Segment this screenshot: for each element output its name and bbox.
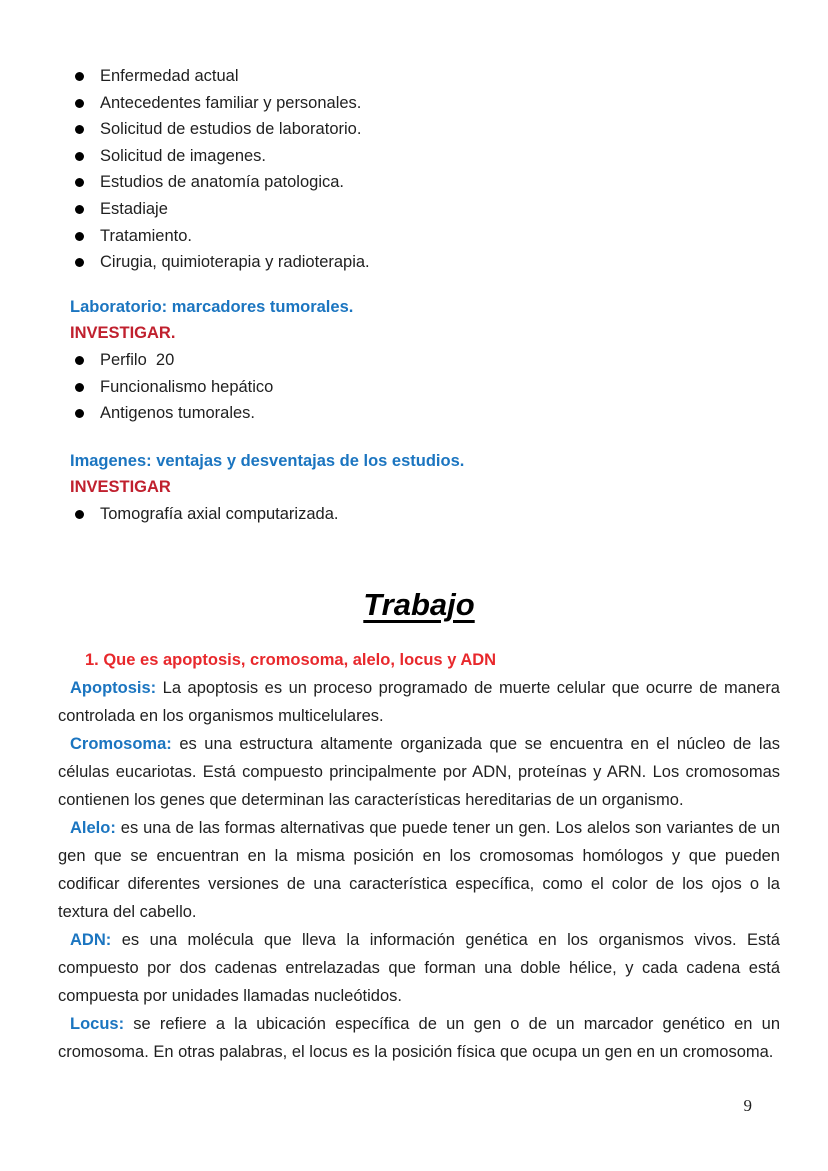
definition-term: Apoptosis: <box>70 678 157 697</box>
list-item-label: Estudios de anatomía patologica. <box>100 173 344 192</box>
list-item-label: Solicitud de imagenes. <box>100 146 267 165</box>
bullet-icon <box>75 258 84 267</box>
definition-term: Locus: <box>70 1014 125 1033</box>
bullet-icon <box>75 510 84 519</box>
imaging-section <box>58 448 780 528</box>
definition-text: es una de las formas alternativas que puede tener un gen. Los alelos son variantes de un gen que se encuentran en la misma posición en los cromosomas homólogos y que pueden codificar diferentes versiones de una característica específica, como el color de los ojos o la textura del cabello. <box>58 818 781 921</box>
list-item <box>58 143 780 170</box>
bullet-icon <box>75 152 84 161</box>
work-body <box>58 646 780 1066</box>
bullet-icon <box>75 356 84 365</box>
bullet-icon <box>75 232 84 241</box>
list-item <box>58 116 780 143</box>
list-item-label: Tomografía axial computarizada. <box>100 504 339 523</box>
list-item <box>58 196 780 223</box>
definition-term: ADN: <box>70 930 112 949</box>
definition-text: es una molécula que lleva la información genética en los organismos vivos. Está compuesto por dos cadenas entrelazadas que forman una doble hélice, y cada cadena está compuesta por unidades llamadas nucleótidos. <box>58 930 780 1005</box>
investigar-label: INVESTIGAR. <box>70 324 176 343</box>
list-item-label: Tratamiento. <box>100 226 193 245</box>
definition-term: Alelo: <box>70 818 116 837</box>
list-item <box>58 347 780 374</box>
list-item <box>58 90 780 117</box>
bullet-icon <box>75 99 84 108</box>
list-item-label: Funcionalismo hepático <box>100 377 274 396</box>
bullet-icon <box>75 72 84 81</box>
definition-paragraph <box>58 926 780 1010</box>
definition-paragraph <box>58 674 780 730</box>
list-item <box>58 249 780 276</box>
work-title-block <box>58 585 780 625</box>
page-number: 9 <box>743 1096 752 1115</box>
list-item-label: Antigenos tumorales. <box>100 404 256 423</box>
definition-text: La apoptosis es un proceso programado de muerte celular que ocurre de manera controlada en los organismos multicelulares. <box>58 678 780 725</box>
investigar-label: INVESTIGAR <box>70 478 171 497</box>
list-item <box>58 63 780 90</box>
definition-paragraph <box>58 730 780 814</box>
checklist <box>58 63 780 276</box>
question-heading: 1. Que es apoptosis, cromosoma, alelo, locus y ADN <box>85 650 497 669</box>
bullet-icon <box>75 205 84 214</box>
list-item <box>58 374 780 401</box>
definition-text: se refiere a la ubicación específica de un gen o de un marcador genético en un cromosoma. En otras palabras, el locus es la posición física que ocupa un gen en un cromosoma. <box>58 1014 780 1061</box>
list-item-label: Enfermedad actual <box>100 67 239 85</box>
list-item-label: Antecedentes familiar y personales. <box>100 93 362 112</box>
definition-text: es una estructura altamente organizada que se encuentra en el núcleo de las células eucariotas. Está compuesto principalmente por ADN, proteínas y ARN. Los cromosomas contienen los genes que determinan las características hereditarias de un organismo. <box>58 734 780 809</box>
list-item-label: Estadiaje <box>100 199 168 218</box>
definition-term: Cromosoma: <box>70 734 172 753</box>
bullet-icon <box>75 125 84 134</box>
laboratory-section <box>58 294 780 427</box>
definition-paragraph <box>58 1010 780 1066</box>
definition-paragraph <box>58 814 780 926</box>
list-item-label: Cirugia, quimioterapia y radioterapia. <box>100 253 370 272</box>
work-title: Trabajo <box>363 586 475 622</box>
laboratory-heading: Laboratorio: marcadores tumorales. <box>70 297 354 316</box>
list-item <box>58 400 780 427</box>
list-item <box>58 223 780 250</box>
list-item-label: Perfilo 20 <box>100 350 175 369</box>
list-item <box>58 169 780 196</box>
bullet-icon <box>75 409 84 418</box>
list-item <box>58 501 780 528</box>
bullet-icon <box>75 178 84 187</box>
imaging-heading: Imagenes: ventajas y desventajas de los estudios. <box>70 451 465 470</box>
list-item-label: Solicitud de estudios de laboratorio. <box>100 120 362 139</box>
bullet-icon <box>75 383 84 392</box>
